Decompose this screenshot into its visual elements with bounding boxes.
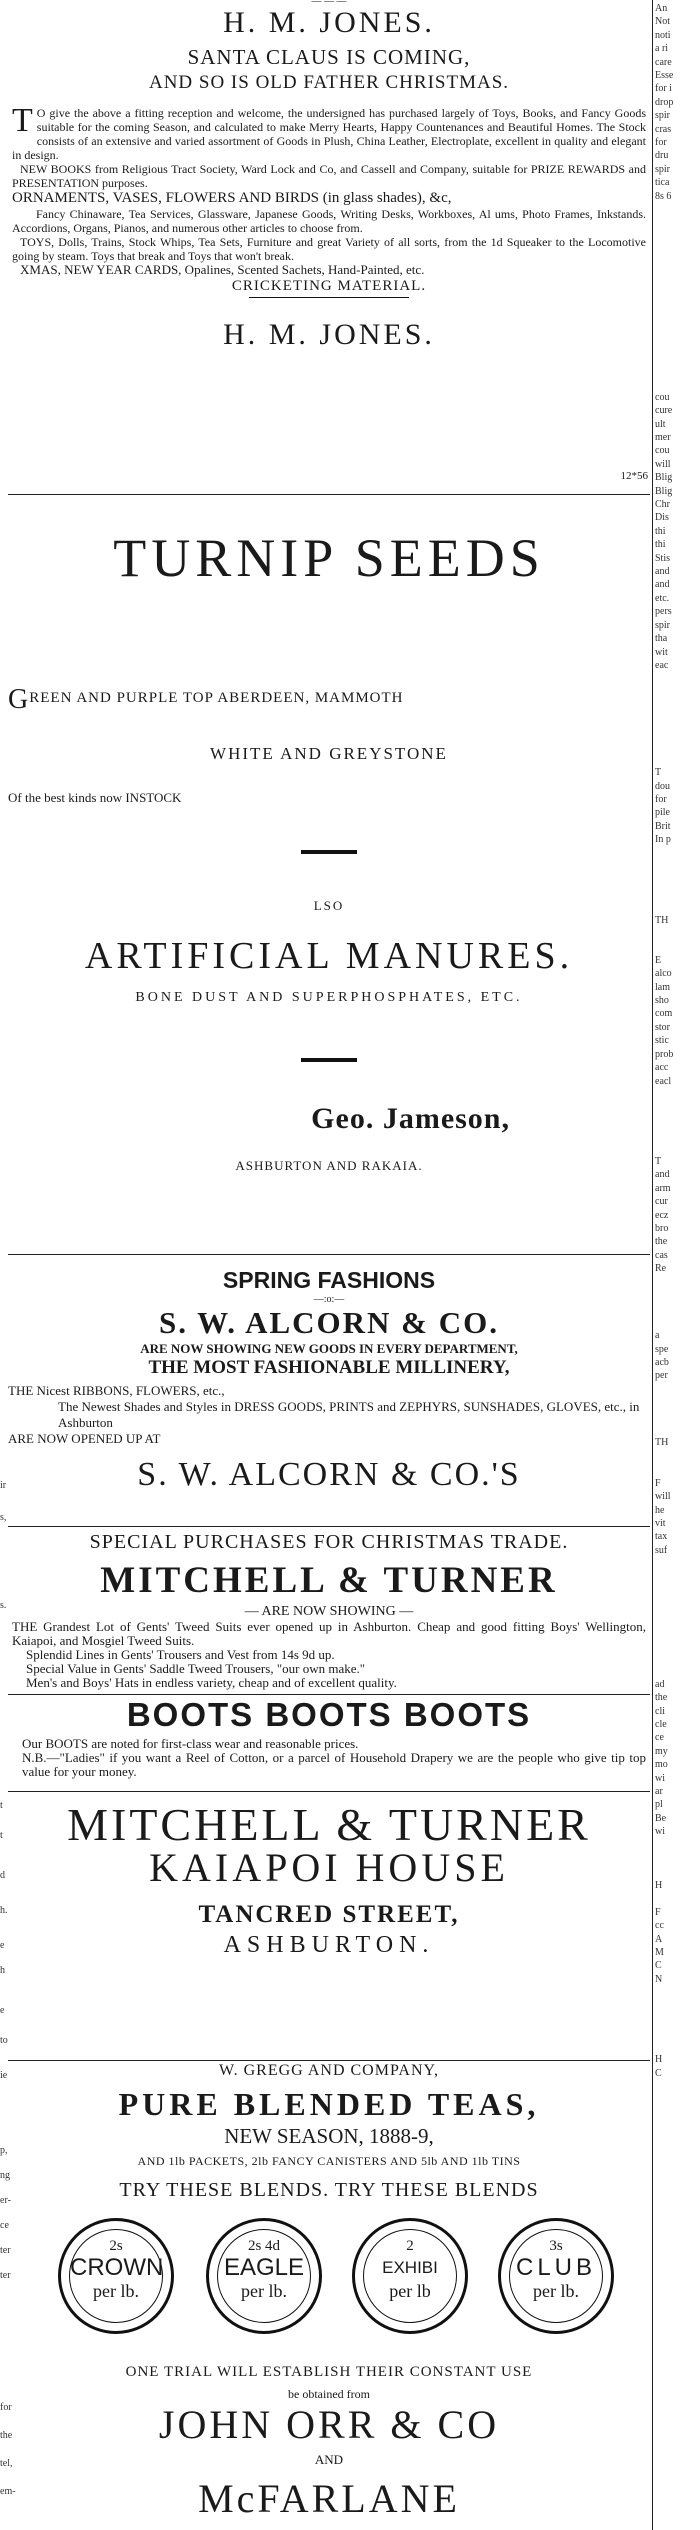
fragment-line xyxy=(653,2040,700,2053)
fragment-line: thi xyxy=(655,539,666,551)
fragment-line xyxy=(653,847,700,860)
fragment-line: cras xyxy=(655,123,672,135)
fragment-text: t xyxy=(0,1800,3,1811)
fragment-line: 8s 6 xyxy=(655,190,672,202)
fragment-line: he xyxy=(655,1504,665,1516)
blend-price: 2s 4d xyxy=(247,2238,281,2254)
fragment-line: and xyxy=(655,566,670,578)
mitchell-para-1: THE Grandest Lot of Gents' Tweed Suits ever opened up in Ashburton. Cheap and good fitting Boys' Wellington, Kaiapoi, and Mosgiel Tweed Suits. xyxy=(12,1619,646,1648)
fragment-line: cou xyxy=(655,391,670,403)
mitchell-title: MITCHELL & TURNER xyxy=(100,1560,558,1601)
fragment-line xyxy=(653,1463,700,1476)
blend-per: per lb. xyxy=(533,2281,579,2301)
fragment-line xyxy=(653,2080,700,2093)
jameson-name: Geo. Jameson, xyxy=(311,1102,510,1135)
special-purchases: SPECIAL PURCHASES FOR CHRISTMAS TRADE. xyxy=(89,1531,569,1553)
teas-title: PURE BLENDED TEAS, xyxy=(118,2086,540,2122)
fragment-line xyxy=(653,2000,700,2013)
fragment-line: lam xyxy=(655,981,670,993)
fragment-line xyxy=(653,1088,700,1101)
fragment-line: prob xyxy=(655,1048,674,1060)
fragment-line: bro xyxy=(655,1222,669,1234)
fragment-line: F xyxy=(655,1477,661,1489)
fragment-line xyxy=(653,1651,700,1664)
ornament-dash xyxy=(301,850,357,854)
fragment-line: H xyxy=(655,1879,663,1891)
fragment-line xyxy=(653,1383,700,1396)
fragment-text: s, xyxy=(0,1512,7,1523)
fragment-line xyxy=(653,2134,700,2147)
try-these-blends: TRY THESE BLENDS. TRY THESE BLENDS xyxy=(119,2179,539,2201)
fragment-line: for xyxy=(655,137,667,149)
fragment-text: to xyxy=(0,2035,8,2046)
gregg-company: W. GREGG AND COMPANY, xyxy=(218,2062,439,2079)
now-showing: — ARE NOW SHOWING — xyxy=(244,1604,414,1619)
fragment-line: cc xyxy=(655,1920,664,1932)
alcorn-advertisement xyxy=(8,1258,650,1530)
ornament: —:o:— xyxy=(313,1294,345,1305)
mitchell-para-3: Special Value in Gents' Saddle Tweed Trousers, "our own make." xyxy=(26,1661,366,1676)
and-word: AND xyxy=(314,2452,344,2467)
fragment-line: ecz xyxy=(655,1209,669,1221)
fragment-line: alco xyxy=(655,968,672,980)
fragment-line: Stis xyxy=(655,552,671,564)
fragment-line xyxy=(653,377,700,390)
jones-code: 12*56 xyxy=(620,470,648,482)
fragment-line xyxy=(653,686,700,699)
fragment-line: the xyxy=(655,1692,668,1704)
fragment-line: spir xyxy=(655,110,670,122)
fragment-line xyxy=(653,324,700,337)
blend-badge-eagle xyxy=(206,2218,322,2334)
trial-line: ONE TRIAL WILL ESTABLISH THEIR CONSTANT USE xyxy=(125,2364,533,2380)
fragment-line: Dis xyxy=(655,512,669,524)
mitchell-para-2: Splendid Lines in Gents' Trousers and Vest from 14s 9d up. xyxy=(26,1647,335,1662)
fragment-line: stic xyxy=(655,1035,669,1047)
divider xyxy=(8,1526,650,1527)
fragment-line: cle xyxy=(655,1719,667,1730)
fragment-line: my xyxy=(655,1745,668,1757)
fragment-line xyxy=(653,1597,700,1610)
fragment-line xyxy=(653,1302,700,1315)
mitchell-advertisement xyxy=(8,1530,650,2064)
fragment-line: thi xyxy=(655,525,666,537)
fragment-line: cou xyxy=(655,445,670,457)
fragment-line xyxy=(653,1101,700,1114)
fragment-line xyxy=(653,860,700,873)
fragment-line xyxy=(653,1852,700,1865)
fragment-line xyxy=(653,887,700,900)
fragment-line xyxy=(653,2093,700,2106)
fragment-line xyxy=(653,1410,700,1423)
fragment-line xyxy=(653,1557,700,1570)
mitchell-name: MITCHELL & TURNER xyxy=(67,1799,591,1850)
fragment-line: H xyxy=(655,2054,663,2066)
blend-price: 2 xyxy=(406,2238,414,2254)
fragment-line: spir xyxy=(655,163,670,175)
fragment-line: TH xyxy=(655,914,669,926)
turnip-line-3: Of the best kinds now INSTOCK xyxy=(8,790,182,805)
fragment-line xyxy=(653,1142,700,1155)
signature-rule xyxy=(249,297,409,298)
fragment-text: ng xyxy=(0,2170,10,2181)
fragment-line xyxy=(653,270,700,283)
boots-line-2: N.B.—"Ladies" if you want a Reel of Cotton, or a parcel of Household Drapery we are the people who give tip top value for your money. xyxy=(22,1750,646,1779)
fragment-line: dru xyxy=(655,150,669,162)
fragment-text: e xyxy=(0,2005,5,2016)
fragment-line: Not xyxy=(655,16,670,28)
fragment-line: drop xyxy=(655,96,674,108)
fragment-line xyxy=(653,2120,700,2133)
fragment-line: tica xyxy=(655,177,670,189)
fragment-line: stor xyxy=(655,1021,670,1033)
fragment-line xyxy=(653,1423,700,1436)
turnip-line-2: WHITE AND GREYSTONE xyxy=(210,744,448,763)
fragment-line: etc. xyxy=(655,592,670,604)
manures-heading: ARTIFICIAL MANURES. xyxy=(84,935,574,977)
fragment-line: Be xyxy=(655,1812,667,1824)
fragment-line: for i xyxy=(655,83,672,95)
alcorn-line-2: THE MOST FASHIONABLE MILLINERY, xyxy=(148,1357,510,1378)
fragment-line: for xyxy=(655,793,667,805)
mcfarlane: McFARLANE xyxy=(198,2476,460,2521)
fragment-line xyxy=(653,1396,700,1409)
fragment-line: mo xyxy=(655,1759,668,1771)
fragment-line xyxy=(653,1584,700,1597)
fragment-line: will xyxy=(655,458,671,470)
fragment-line xyxy=(653,203,700,216)
badge-inner xyxy=(217,2229,311,2323)
jones-paragraph-7: CRICKETING MATERIAL. xyxy=(231,278,427,294)
blend-per: per lb. xyxy=(241,2281,287,2301)
fragment-line: suf xyxy=(655,1544,668,1556)
fragment-line: acb xyxy=(655,1357,669,1369)
fragment-line xyxy=(653,873,700,886)
top-fragment: — — — xyxy=(311,0,347,7)
fragment-text: ie xyxy=(0,2070,8,2081)
fragment-line: and xyxy=(655,579,670,591)
blend-per: per lb. xyxy=(93,2281,139,2301)
blend-price: 2s xyxy=(109,2238,123,2254)
alcorn-name: S. W. ALCORN & CO. xyxy=(158,1305,500,1340)
fragment-text: h xyxy=(0,1965,5,1976)
fragment-line xyxy=(653,297,700,310)
fragment-line xyxy=(653,364,700,377)
fragment-line: arm xyxy=(655,1182,671,1194)
blend-price: 3s xyxy=(549,2238,563,2254)
fragment-line: eacl xyxy=(655,1075,672,1087)
fragment-line xyxy=(653,217,700,230)
fragment-line: E xyxy=(655,954,662,966)
fragment-line: com xyxy=(655,1008,673,1020)
fragment-line: Chr xyxy=(655,499,670,511)
fragment-text: ter xyxy=(0,2270,11,2281)
alcorn-name-2: S. W. ALCORN & CO.'S xyxy=(137,1456,521,1493)
blend-name: EXHIBI xyxy=(382,2258,438,2277)
fragment-line xyxy=(653,1892,700,1905)
fragment-line: TH xyxy=(655,1437,669,1449)
fragment-text: em- xyxy=(0,2486,16,2497)
fragment-line xyxy=(653,672,700,685)
blend-badge-exhibition xyxy=(352,2218,468,2334)
adjacent-column-fragment xyxy=(652,0,700,2530)
fragment-line xyxy=(653,1289,700,1302)
jones-paragraph-5: TOYS, Dolls, Trains, Stock Whips, Tea Sets, Furniture and great Variety of all sorts, from the 1d Squeaker to the Locomotive going by steam. Toys that break and Toys that won't break. xyxy=(12,235,646,263)
jones-paragraph-2: NEW BOOKS from Religious Tract Society, Ward Lock and Co, and Cassell and Company, suitable for PRIZE REWARDS and PRESENTATION purposes. xyxy=(12,162,646,190)
fragment-line: acc xyxy=(655,1062,669,1074)
fragment-line: M xyxy=(655,1946,664,1958)
divider xyxy=(8,494,650,495)
fragment-line: pl xyxy=(655,1799,663,1811)
fragment-line xyxy=(653,1624,700,1637)
turnip-line1-text: REEN AND PURPLE TOP ABERDEEN, MAMMOTH xyxy=(29,690,404,706)
fragment-line: will xyxy=(655,1491,671,1503)
fragment-line: mer xyxy=(655,432,671,443)
badge-inner xyxy=(69,2229,163,2323)
fragment-line xyxy=(653,337,700,350)
badge-inner xyxy=(509,2229,603,2323)
turnip-also: LSO xyxy=(313,898,345,913)
blend-badge-club xyxy=(498,2218,614,2334)
fragment-line: T xyxy=(655,1155,662,1167)
alcorn-title: SPRING FASHIONS xyxy=(222,1267,436,1293)
jones-subtitle-1: SANTA CLAUS IS COMING, xyxy=(187,45,471,69)
fragment-line xyxy=(653,243,700,256)
fragment-line: ad xyxy=(655,1678,665,1690)
fragment-line: pers xyxy=(655,606,672,618)
fragment-line: cas xyxy=(655,1249,668,1261)
fragment-line xyxy=(653,1276,700,1289)
jones-para1-text: O give the above a fitting reception and welcome, the undersigned has purchased largely of Toys, Books, and Fancy Goods suitable for the coming Season, and calculated to make Merry Hearts, Happy Countenances and Beautiful Homes. The Stock consists of an extensive and varied assortment of Goods in Plush, China Leather, Electroplate, excellent in quality and elegant in design. xyxy=(12,106,646,162)
fragment-line: the xyxy=(655,1236,668,1248)
fragment-line: dou xyxy=(655,780,670,792)
fragment-line: cur xyxy=(655,1196,668,1208)
fragment-line: spe xyxy=(655,1343,669,1355)
fragment-line: a ri xyxy=(655,43,669,55)
jones-subtitle-2: AND SO IS OLD FATHER CHRISTMAS. xyxy=(148,72,510,93)
fragment-line: vit xyxy=(655,1517,666,1529)
fragment-line: tha xyxy=(655,633,668,645)
drop-cap: G xyxy=(8,684,30,715)
fragment-text: for xyxy=(0,2402,12,2413)
fragment-line xyxy=(653,2026,700,2039)
turnip-line-1 xyxy=(8,684,650,716)
fragment-line xyxy=(653,726,700,739)
divider xyxy=(8,1254,650,1255)
fragment-line: sho xyxy=(655,995,669,1007)
fragment-line: Blig xyxy=(655,485,673,497)
fragment-line: Esse xyxy=(655,70,674,82)
fragment-line: Blig xyxy=(655,472,673,484)
badge-inner xyxy=(363,2229,457,2323)
alcorn-line-3: THE Nicest RIBBONS, FLOWERS, etc., xyxy=(8,1383,225,1398)
fragment-line: T xyxy=(655,767,662,779)
blend-name: EAGLE xyxy=(223,2254,305,2281)
alcorn-line-1: ARE NOW SHOWING NEW GOODS IN EVERY DEPARTMENT, xyxy=(140,1341,518,1356)
fragment-line xyxy=(653,2107,700,2120)
fragment-line xyxy=(653,1986,700,1999)
fragment-text: h. xyxy=(0,1905,8,1916)
fragment-line xyxy=(653,1865,700,1878)
fragment-line: cli xyxy=(655,1705,665,1717)
fragment-text: p, xyxy=(0,2145,8,2156)
blend-name: CROWN xyxy=(70,2254,164,2281)
fragment-line: An xyxy=(655,3,668,14)
obtained-from: be obtained from xyxy=(288,2387,370,2401)
john-orr: JOHN ORR & CO xyxy=(158,2402,500,2447)
fragment-text: er- xyxy=(0,2195,11,2206)
fragment-line: wi xyxy=(655,1772,665,1784)
jones-paragraph-1 xyxy=(12,102,646,162)
fragment-line: In p xyxy=(655,834,671,846)
jones-advertisement xyxy=(8,0,650,500)
fragment-line xyxy=(653,739,700,752)
fragment-text: d xyxy=(0,1870,5,1881)
fragment-line: wit xyxy=(655,646,668,658)
fragment-line xyxy=(653,940,700,953)
fragment-line: ult xyxy=(655,418,666,430)
fragment-line xyxy=(653,1571,700,1584)
bone-line: BONE DUST AND SUPERPHOSPHATES, ETC. xyxy=(135,990,523,1005)
fragment-line xyxy=(653,284,700,297)
fragment-line: a xyxy=(655,1330,660,1342)
fragment-line xyxy=(653,900,700,913)
teas-packets: AND 1lb PACKETS, 2lb FANCY CANISTERS AND 5lb AND 1lb TINS xyxy=(137,2154,521,2168)
fragment-line xyxy=(653,1664,700,1677)
jones-title: H. M. JONES. xyxy=(223,6,435,39)
drop-cap: T xyxy=(12,102,33,139)
fragment-line: noti xyxy=(655,29,671,41)
fragment-line: ce xyxy=(655,1732,664,1744)
fragment-line xyxy=(653,310,700,323)
teas-advertisement xyxy=(8,2062,650,2530)
fragment-line: C xyxy=(655,2067,662,2079)
fragment-line xyxy=(653,1611,700,1624)
fragment-line xyxy=(653,230,700,243)
fragment-line: eac xyxy=(655,659,669,671)
fragment-line xyxy=(653,1839,700,1852)
blend-circles xyxy=(8,2210,650,2346)
blend-name: CLUB xyxy=(515,2254,597,2281)
fragment-line: tax xyxy=(655,1531,668,1543)
fragment-line: ar xyxy=(655,1786,663,1798)
fragment-line xyxy=(653,699,700,712)
fragment-line: spir xyxy=(655,619,670,631)
fragment-line: cure xyxy=(655,405,673,417)
fragment-text: tel, xyxy=(0,2458,13,2469)
fragment-line xyxy=(653,1128,700,1141)
boots-line-1: Our BOOTS are noted for first-class wear and reasonable prices. xyxy=(22,1736,359,1751)
kaiapoi-house: KAIAPOI HOUSE xyxy=(149,1845,509,1890)
blend-per: per lb xyxy=(389,2281,431,2301)
ornament-dash xyxy=(301,1058,357,1062)
fragment-line: Brit xyxy=(655,820,671,832)
fragment-text: s. xyxy=(0,1600,7,1611)
fragment-line: Re xyxy=(655,1263,667,1275)
fragment-line xyxy=(653,2147,700,2160)
fragment-line xyxy=(653,1450,700,1463)
fragment-line: and xyxy=(655,1169,670,1181)
jones-paragraph-3: ORNAMENTS, VASES, FLOWERS AND BIRDS (in glass shades), &c, xyxy=(12,190,452,206)
fragment-line: wi xyxy=(655,1826,665,1838)
divider xyxy=(8,1791,650,1792)
teas-season: NEW SEASON, 1888-9, xyxy=(224,2124,434,2148)
fragment-text: the xyxy=(0,2430,13,2441)
turnip-advertisement xyxy=(8,498,650,1256)
fragment-text: ir xyxy=(0,1480,7,1491)
tancred-street: TANCRED STREET, xyxy=(198,1901,460,1928)
blend-badge-crown xyxy=(58,2218,174,2334)
fragment-text: ter xyxy=(0,2245,11,2256)
fragment-line xyxy=(653,1316,700,1329)
ashburton: ASHBURTON. xyxy=(223,1932,435,1958)
fragment-line xyxy=(653,1638,700,1651)
fragment-line: F xyxy=(655,1906,661,1918)
fragment-text: ce xyxy=(0,2220,9,2231)
fragment-line xyxy=(653,257,700,270)
fragment-line xyxy=(653,1115,700,1128)
fragment-line xyxy=(653,2013,700,2026)
fragment-line xyxy=(653,351,700,364)
fragment-line: N xyxy=(655,1973,663,1985)
fragment-line xyxy=(653,927,700,940)
jones-paragraph-4: Fancy Chinaware, Tea Services, Glassware, Japanese Goods, Writing Desks, Workboxes, Al ums, Photo Frames, Inkstands. Accordions, Organs, Pianos, and numerous other articles to choose from. xyxy=(12,207,646,235)
fragment-line: A xyxy=(655,1933,663,1945)
fragment-line: pile xyxy=(655,807,670,819)
fragment-line xyxy=(653,753,700,766)
fragment-text: e xyxy=(0,1940,5,1951)
fragment-text: t xyxy=(0,1830,3,1841)
fragment-line xyxy=(653,713,700,726)
alcorn-line-5: ARE NOW OPENED UP AT xyxy=(8,1431,161,1446)
jones-signature: H. M. JONES. xyxy=(223,318,435,351)
boots-heading: BOOTS BOOTS BOOTS xyxy=(126,1696,532,1733)
alcorn-line-4: The Newest Shades and Styles in DRESS GOODS, PRINTS and ZEPHYRS, SUNSHADES, GLOVES, etc., in Ashburton xyxy=(58,1399,640,1430)
fragment-line: care xyxy=(655,56,672,68)
jones-paragraph-6: XMAS, NEW YEAR CARDS, Opalines, Scented Sachets, Hand-Painted, etc. xyxy=(20,262,425,277)
turnip-title: TURNIP SEEDS xyxy=(113,528,545,588)
divider xyxy=(8,2060,650,2061)
jameson-place: ASHBURTON AND RAKAIA. xyxy=(235,1158,423,1173)
mitchell-para-4: Men's and Boys' Hats in endless variety, cheap and of excellent quality. xyxy=(26,1675,397,1690)
fragment-line: per xyxy=(655,1370,668,1382)
fragment-line: C xyxy=(655,1960,662,1972)
